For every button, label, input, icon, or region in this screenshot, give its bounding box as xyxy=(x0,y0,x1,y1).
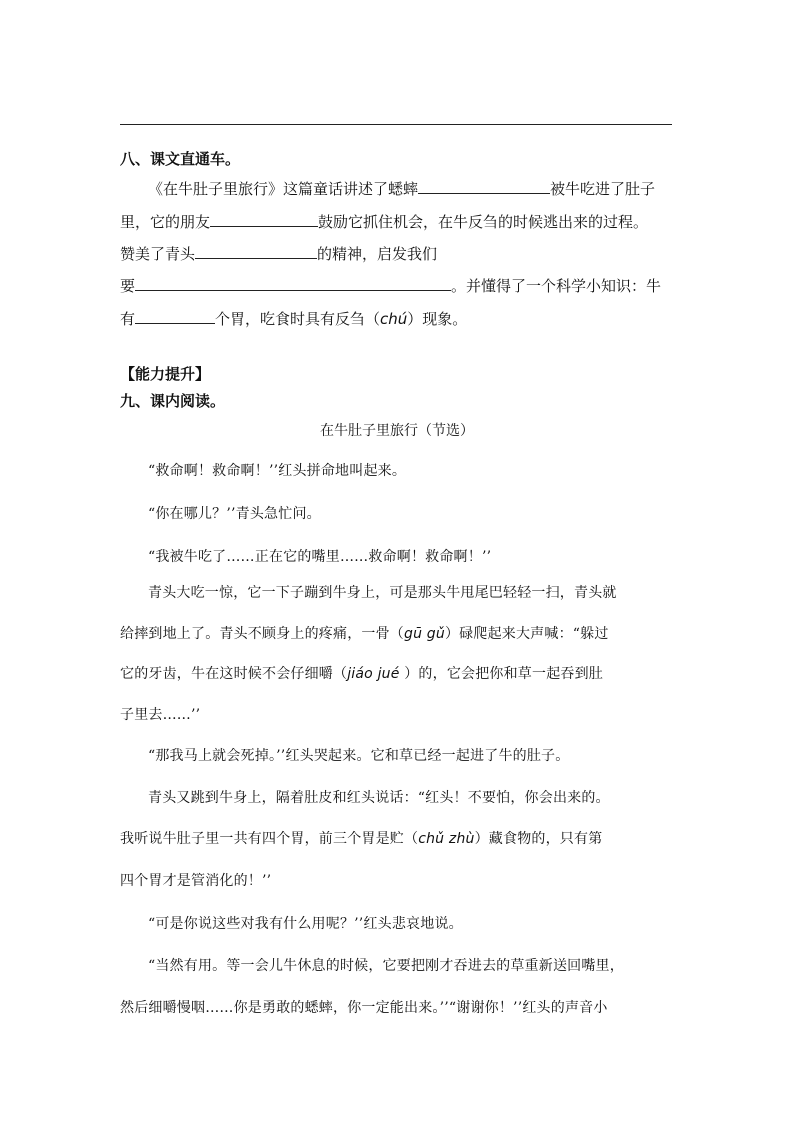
ability-heading: 【能力提升】 xyxy=(120,365,211,383)
reading-paragraph: 青头又跳到牛身上，隔着肚皮和红头说话：“红头！不要怕，你会出来的。 xyxy=(148,790,610,806)
reading-paragraph-cont: 我听说牛肚子里一共有四个胃，前三个胃是贮（chǔ zhù）藏食物的，只有第 xyxy=(120,831,603,847)
reading-paragraph-cont: 它的牙齿，牛在这时候不会仔细嚼（jiáo jué ）的，它会把你和草一起吞到肚 xyxy=(120,666,604,682)
reading-paragraph-cont: 然后细嚼慢咽……你是勇敢的蟋蟀，你一定能出来。’’“谢谢你！’’红头的声音小 xyxy=(120,1000,608,1016)
reading-title: 在牛肚子里旅行（节选） xyxy=(320,423,474,439)
reading-paragraph: “可是你说这些对我有什么用呢？’’红头悲哀地说。 xyxy=(148,916,463,932)
reading-paragraph: “那我马上就会死掉。’’红头哭起来。它和草已经一起进了牛的肚子。 xyxy=(148,748,570,764)
section8-line2: 里，它的朋友 鼓励它抓住机会，在牛反刍的时候逃出来的过程。 xyxy=(120,213,649,231)
reading-paragraph-cont: 子里去……’’ xyxy=(120,707,201,723)
reading-paragraph: “救命啊！救命啊！’’红头拼命地叫起来。 xyxy=(148,463,407,479)
reading-paragraph: “当然有用。等一会儿牛休息的时候，它要把刚才吞进去的草重新送回嘴里， xyxy=(148,958,624,974)
section8-line5: 有 个胃，吃食时具有反刍（chú）现象。 xyxy=(120,310,468,328)
top-divider xyxy=(120,124,672,125)
reading-paragraph-cont: 给摔到地上了。青头不顾身上的疼痛，一骨（gū gǔ）碌爬起来大声喊：“躲过 xyxy=(120,626,609,642)
reading-paragraph: “我被牛吃了……正在它的嘴里……救命啊！救命啊！’’ xyxy=(148,549,492,565)
section8-line1: 《在牛肚子里旅行》这篇童话讲述了蟋蟀 被牛吃进了肚子 xyxy=(148,180,656,198)
section8-heading: 八、课文直通车。 xyxy=(120,150,241,168)
reading-paragraph: 青头大吃一惊，它一下子蹦到牛身上，可是那头牛甩尾巴轻轻一扫，青头就 xyxy=(148,585,617,601)
reading-paragraph-cont: 四个胃才是管消化的！’’ xyxy=(120,873,272,889)
section9-heading: 九、课内阅读。 xyxy=(120,392,226,410)
reading-paragraph: “你在哪儿？’’青头急忙问。 xyxy=(148,506,321,522)
answer-blank-2[interactable] xyxy=(210,211,318,227)
answer-blank-4[interactable] xyxy=(135,275,451,291)
section8-line3: 赞美了青头 的精神，启发我们 xyxy=(120,245,438,263)
answer-blank-3[interactable] xyxy=(195,243,317,259)
section8-line4: 要 。并懂得了一个科学小知识：牛 xyxy=(120,277,662,295)
answer-blank-1[interactable] xyxy=(418,178,550,194)
answer-blank-5[interactable] xyxy=(135,308,215,324)
